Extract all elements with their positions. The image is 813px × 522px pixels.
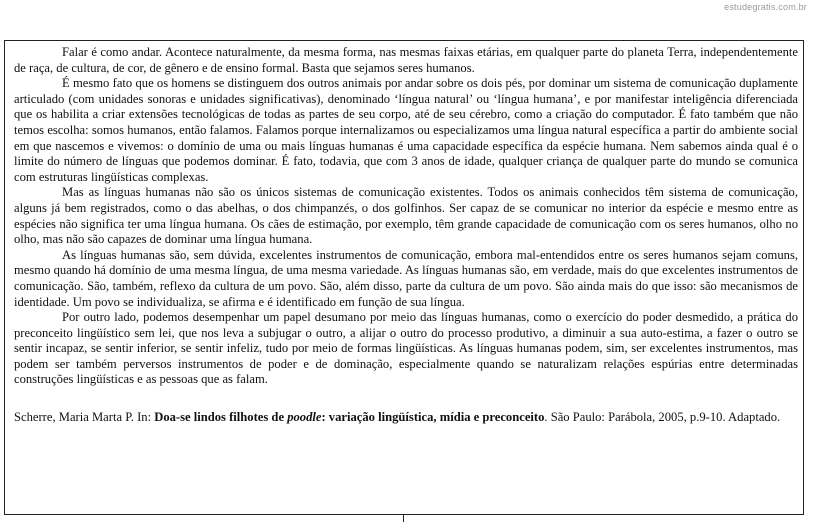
paragraph-2: É mesmo fato que os homens se distinguem dos outros animais por andar sobre os dois pés, por dominar um sistema de comunicação duplamente articulado (com unidades sonoras e unidades significativas), denominado ‘língua natural’ ou ‘língua humana’, e por manifestar inteligência diferenciada que os habilita a criar extensões tecnológicas de todas as partes de seu corpo, até de seu cérebro, como a criação do computador. É fato também que não temos escolha: somos humanos, então falamos. Falamos porque internalizamos ou especializamos uma língua natural específica a partir do ambiente social em que nascemos e vivemos: o domínio de uma ou mais línguas humanas é uma capacidade específica da espécie humana. Nem sabemos ainda qual é o limite do número de línguas que podemos dominar. É fato, todavia, que com 3 anos de idade, qualquer criança de qualquer parte do mundo se comunica com estruturas lingüísticas complexas. <box>14 76 798 184</box>
column-divider-tick <box>403 515 404 522</box>
source-citation <box>14 410 798 426</box>
citation-publication: . São Paulo: Parábola, 2005, p.9-10. Adaptado. <box>544 410 781 425</box>
paragraph-3: Mas as línguas humanas não são os únicos sistemas de comunicação existentes. Todos os animais conhecidos têm sistema de comunicação, alguns já bem registrados, como o das abelhas, o dos chimpanzés, o dos golfinhos. Ser capaz de se comunicar no interior da espécie e mesmo entre as espécies não significa ter uma língua humana. Os cães de estimação, por exemplo, têm grande capacidade de comunicação com os seres humanos, olho no olho, mas não são capazes de dominar uma língua humana. <box>14 185 798 247</box>
paragraph-1: Falar é como andar. Acontece naturalmente, da mesma forma, nas mesmas faixas etárias, em qualquer parte do planeta Terra, independentemente de raça, de cultura, de cor, de gênero e de ensino formal. Basta que sejamos seres humanos. <box>14 45 798 75</box>
citation-author: Scherre, Maria Marta P. In: <box>14 410 155 425</box>
paragraph-5: Por outro lado, podemos desempenhar um papel desumano por meio das línguas humanas, como o exercício do poder desmedido, a prática do preconceito lingüístico sem lei, que nos leva a subjugar o outro, a alijar o outro do processo produtivo, a diminuir a sua auto-estima, a fazer o outro se sentir incapaz, se sentir inferior, se sentir infeliz, tudo por meio de formas lingüísticas. As línguas humanas podem, sim, ser excelentes instrumentos, mas podem ser também perversos instrumentos de poder e de dominação, especialmente quando se naturalizam relações espúrias entre determinadas construções lingüísticas e as pessoas que as falam. <box>14 310 798 387</box>
citation-title-part2: : variação lingüística, mídia e preconceito <box>321 410 545 425</box>
article-body <box>14 45 798 426</box>
citation-title <box>154 410 544 424</box>
paragraph-4: As línguas humanas são, sem dúvida, excelentes instrumentos de comunicação, embora mal-entendidos entre os seres humanos sejam comuns, mesmo quando há domínio de uma mesma língua, de uma mesma variedade. As línguas humanas são, em verdade, mais do que excelentes instrumentos de comunicação. São, também, reflexo da cultura de um povo. São, além disso, parte da cultura de um povo. São ainda mais do que isso: são mecanismos de identidade. Um povo se individualiza, se afirma e é identificado em função de sua língua. <box>14 247 798 309</box>
citation-title-part1: Doa-se lindos filhotes de <box>154 410 288 425</box>
site-watermark: estudegratis.com.br <box>724 2 807 12</box>
citation-title-italic: poodle <box>287 410 322 425</box>
